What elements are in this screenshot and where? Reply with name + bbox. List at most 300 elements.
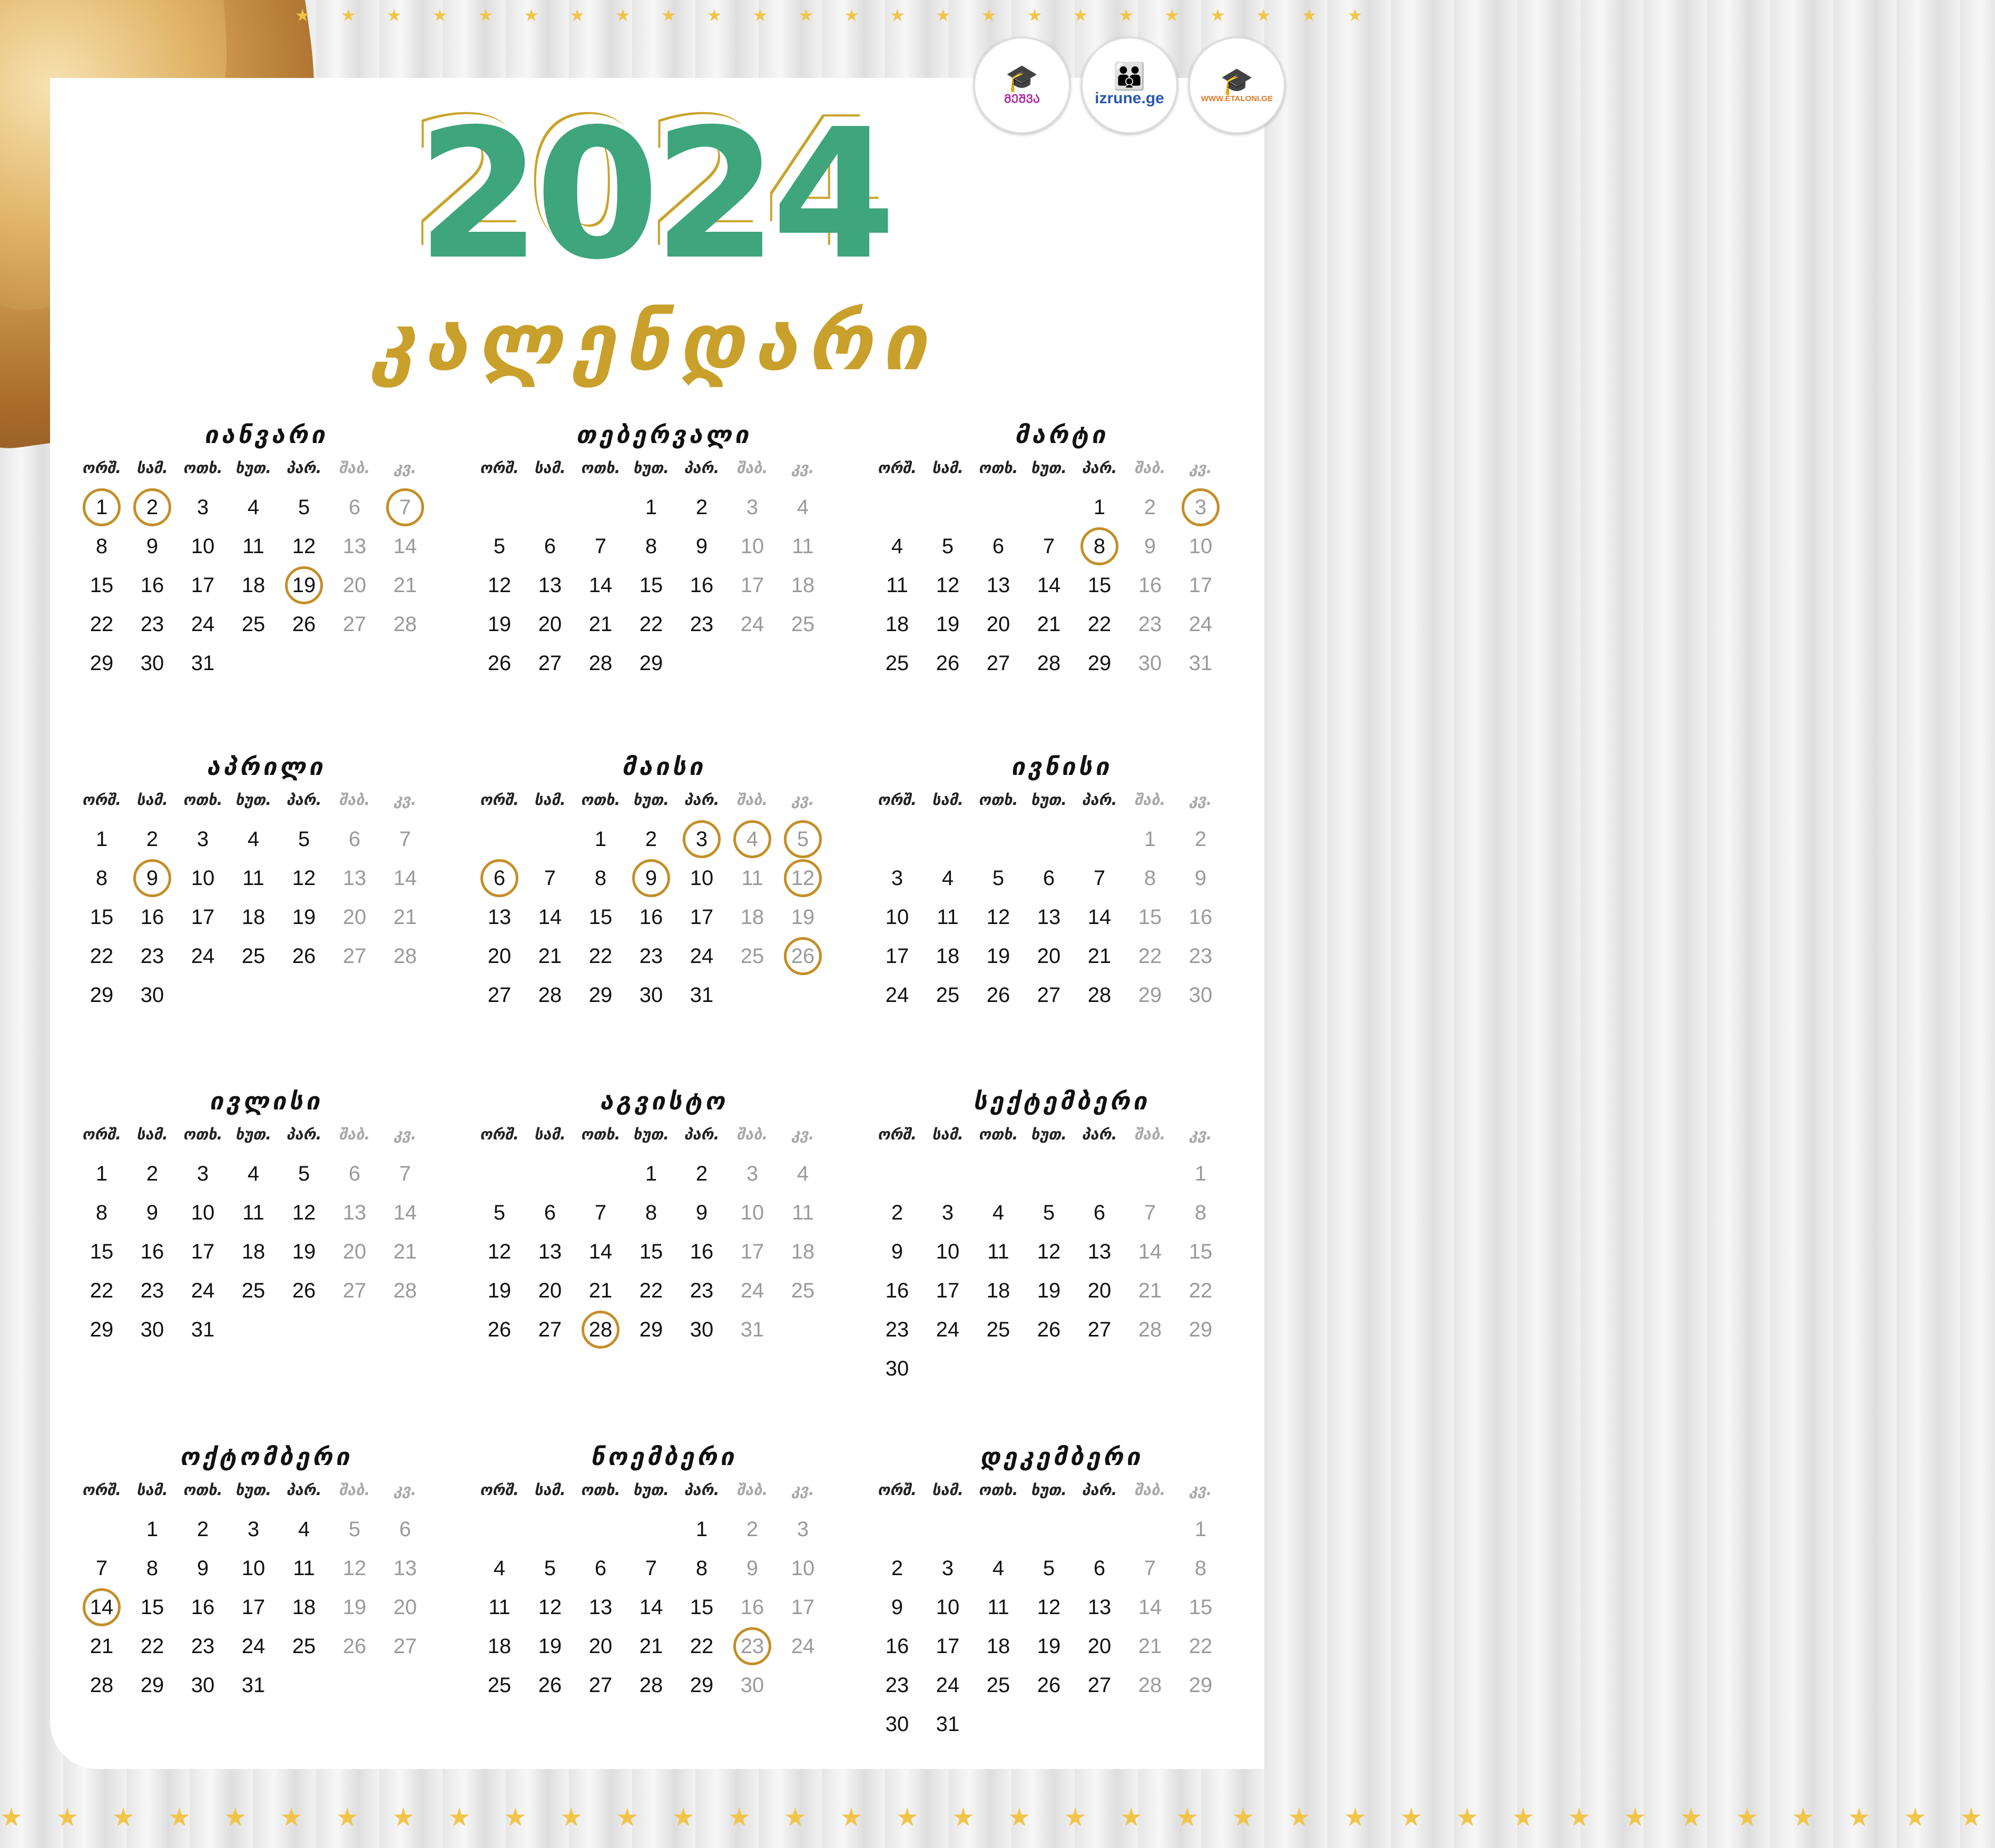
weekday-label: კვ.: [1189, 459, 1212, 477]
weekday-label: სამ.: [534, 1125, 566, 1143]
day-cell: 1: [1194, 1517, 1207, 1541]
day-cell: 1: [645, 1162, 657, 1185]
day-cell: 1: [146, 1517, 159, 1541]
day-cell: 21: [1138, 1634, 1162, 1658]
day-cell: 22: [690, 1634, 714, 1658]
day-cell: 2: [645, 827, 657, 851]
day-cell: 26: [986, 983, 1010, 1007]
day-cell: 18: [791, 1240, 815, 1263]
day-cell: 29: [90, 983, 114, 1007]
empty-cell: [525, 488, 575, 527]
weekday-label: ორშ.: [82, 791, 122, 809]
day-cell: 10: [241, 1556, 266, 1580]
day-cell: 27: [538, 1318, 562, 1341]
empty-cell: [973, 1154, 1024, 1193]
day-cell: 19: [1037, 1279, 1061, 1302]
graduation-cap-icon: 🎓: [1220, 66, 1254, 96]
day-cell: 6: [544, 1201, 556, 1224]
day-cell: 12: [292, 866, 316, 890]
day-grid: [474, 1510, 853, 1705]
day-cell: 24: [1188, 612, 1213, 636]
day-grid: [76, 488, 456, 683]
day-cell: 24: [936, 1318, 960, 1341]
day-cell: 30: [1188, 983, 1213, 1007]
weekday-label: კვ.: [1189, 1481, 1212, 1499]
day-cell: 14: [393, 866, 417, 890]
day-cell: 29: [639, 651, 663, 675]
day-cell: 27: [342, 1279, 367, 1302]
day-cell: 13: [1087, 1240, 1112, 1263]
month-block: [474, 1438, 853, 1705]
day-cell: 12: [342, 1556, 367, 1580]
day-cell: 8: [146, 1556, 159, 1580]
day-cell: 2: [695, 1162, 708, 1185]
day-cell: 4: [992, 1556, 1005, 1580]
day-cell: 4: [992, 1201, 1005, 1224]
day-cell: 11: [937, 905, 959, 929]
weekday-header: [76, 1119, 456, 1149]
month-name: იანვარი: [204, 420, 328, 449]
day-cell: 30: [1138, 651, 1162, 675]
day-cell: 12: [292, 534, 316, 558]
weekday-label: სამ.: [136, 1481, 168, 1499]
day-cell: 29: [1188, 1318, 1213, 1341]
weekday-label: ორშ.: [877, 1481, 917, 1499]
day-cell: 21: [90, 1634, 114, 1658]
day-cell: 13: [487, 905, 512, 929]
day-cell: 25: [936, 983, 960, 1007]
weekday-label: სამ.: [932, 791, 964, 809]
weekday-label: პარ.: [286, 459, 322, 477]
weekday-label: ხუთ.: [633, 1125, 670, 1143]
day-cell: 23: [885, 1318, 909, 1341]
day-cell: 27: [986, 651, 1010, 675]
day-cell: 20: [342, 905, 367, 929]
day-cell: 23: [140, 944, 164, 968]
day-cell: 3: [891, 866, 903, 890]
day-cell: 4: [941, 866, 954, 890]
empty-cell: [575, 488, 626, 527]
weekday-label: პარ.: [286, 1481, 322, 1499]
day-cell: 23: [1188, 944, 1213, 968]
holiday-day: 3: [1175, 488, 1226, 527]
day-cell: 24: [241, 1634, 266, 1658]
day-cell: 7: [95, 1556, 108, 1580]
month-name: ივლისი: [209, 1087, 323, 1115]
day-cell: 20: [487, 944, 512, 968]
empty-cell: [872, 1154, 922, 1193]
weekday-header: [474, 1119, 853, 1149]
day-cell: 24: [885, 983, 909, 1007]
day-cell: 21: [1037, 612, 1061, 636]
day-cell: 24: [191, 944, 215, 968]
day-cell: 3: [941, 1201, 954, 1224]
day-cell: 26: [487, 1318, 512, 1341]
empty-cell: [872, 488, 922, 527]
month-name: სექტემბერი: [973, 1087, 1150, 1115]
weekday-header: [872, 785, 1251, 814]
holiday-day: 28: [575, 1310, 626, 1349]
weekday-label: ოთხ.: [978, 459, 1018, 477]
day-cell: 18: [241, 905, 266, 929]
day-cell: 3: [196, 495, 209, 519]
day-cell: 14: [1138, 1240, 1162, 1263]
weekday-label: პარ.: [1082, 1125, 1117, 1143]
day-cell: 6: [348, 1162, 361, 1185]
empty-cell: [525, 1154, 575, 1193]
empty-cell: [1024, 1154, 1074, 1193]
day-cell: 20: [986, 612, 1010, 636]
holiday-day: 5: [778, 820, 828, 859]
day-cell: 31: [191, 651, 215, 675]
day-cell: 21: [588, 1279, 613, 1302]
day-cell: 5: [493, 534, 506, 558]
day-cell: 17: [1188, 573, 1213, 597]
day-cell: 19: [936, 612, 960, 636]
month-name: ნოემბერი: [591, 1442, 737, 1471]
day-cell: 22: [90, 944, 114, 968]
weekday-label: ხუთ.: [235, 791, 272, 809]
day-cell: 7: [645, 1556, 657, 1580]
weekday-label: კვ.: [791, 1481, 814, 1499]
weekday-label: ხუთ.: [633, 791, 670, 809]
day-cell: 28: [393, 1279, 417, 1302]
day-cell: 26: [292, 944, 316, 968]
day-cell: 10: [191, 534, 215, 558]
day-cell: 14: [538, 905, 562, 929]
day-cell: 24: [191, 1279, 215, 1302]
day-cell: 15: [90, 573, 114, 597]
day-cell: 15: [1188, 1595, 1213, 1619]
day-cell: 8: [95, 866, 108, 890]
weekday-label: სამ.: [534, 791, 566, 809]
day-cell: 1: [95, 827, 108, 851]
empty-cell: [575, 1154, 626, 1193]
month-block: [76, 748, 456, 1015]
day-cell: 1: [594, 827, 607, 851]
day-cell: 18: [740, 905, 764, 929]
weekday-label: შაბ.: [339, 1125, 370, 1143]
weekday-label: ხუთ.: [235, 459, 272, 477]
empty-cell: [525, 1510, 575, 1549]
day-cell: 5: [298, 495, 310, 519]
day-cell: 20: [1037, 944, 1061, 968]
day-cell: 28: [1087, 983, 1112, 1007]
day-cell: 30: [191, 1673, 215, 1697]
weekday-label: შაბ.: [736, 1481, 768, 1499]
day-cell: 31: [241, 1673, 266, 1697]
month-block: [872, 1083, 1251, 1388]
day-cell: 26: [292, 1279, 316, 1302]
empty-cell: [973, 488, 1024, 527]
day-cell: 8: [95, 534, 108, 558]
day-cell: 14: [1087, 905, 1112, 929]
day-cell: 13: [1037, 905, 1061, 929]
holiday-day: 19: [279, 566, 329, 605]
day-cell: 5: [992, 866, 1005, 890]
day-cell: 17: [740, 1240, 764, 1263]
day-cell: 8: [695, 1556, 708, 1580]
day-cell: 31: [191, 1318, 215, 1341]
day-cell: 22: [1087, 612, 1112, 636]
day-cell: 2: [695, 495, 708, 519]
weekday-label: ოთხ.: [978, 791, 1018, 809]
day-cell: 10: [740, 534, 764, 558]
day-cell: 2: [891, 1556, 903, 1580]
empty-cell: [872, 820, 922, 859]
day-cell: 22: [140, 1634, 164, 1658]
day-cell: 15: [639, 573, 663, 597]
year-title: 2024: [416, 91, 890, 299]
day-cell: 11: [242, 1201, 264, 1224]
weekday-label: სამ.: [932, 1481, 964, 1499]
day-cell: 17: [791, 1595, 815, 1619]
weekday-label: შაბ.: [736, 459, 768, 477]
day-cell: 2: [196, 1517, 209, 1541]
logo-cap-1-text: ᲛᲔᲨᲕᲐ: [1004, 92, 1040, 105]
holiday-day: 7: [380, 488, 430, 527]
empty-cell: [474, 1510, 525, 1549]
day-cell: 5: [493, 1201, 506, 1224]
day-cell: 28: [393, 612, 417, 636]
day-cell: 29: [1188, 1673, 1213, 1697]
weekday-label: ხუთ.: [633, 459, 670, 477]
weekday-label: შაბ.: [339, 459, 370, 477]
day-cell: 29: [90, 651, 114, 675]
day-cell: 11: [242, 866, 264, 890]
holiday-day: 3: [676, 820, 727, 859]
day-cell: 16: [885, 1634, 909, 1658]
day-cell: 15: [1087, 573, 1112, 597]
day-cell: 26: [1037, 1318, 1061, 1341]
empty-cell: [922, 1154, 973, 1193]
day-cell: 22: [588, 944, 613, 968]
weekday-label: ოთხ.: [183, 1481, 223, 1499]
weekday-label: კვ.: [1189, 791, 1212, 809]
day-cell: 10: [191, 1201, 215, 1224]
day-cell: 18: [241, 573, 266, 597]
day-cell: 26: [342, 1634, 367, 1658]
day-cell: 31: [740, 1318, 764, 1341]
day-cell: 18: [986, 1634, 1010, 1658]
day-cell: 7: [594, 1201, 607, 1224]
day-cell: 25: [292, 1634, 316, 1658]
holiday-day: 12: [778, 859, 828, 898]
day-cell: 2: [1144, 495, 1156, 519]
day-cell: 7: [594, 534, 607, 558]
day-cell: 21: [1138, 1279, 1162, 1302]
weekday-label: შაბ.: [339, 1481, 370, 1499]
day-cell: 18: [241, 1240, 266, 1263]
day-cell: 30: [885, 1356, 909, 1380]
day-cell: 25: [241, 944, 266, 968]
day-cell: 26: [487, 651, 512, 675]
day-cell: 7: [1144, 1556, 1156, 1580]
day-cell: 16: [690, 573, 714, 597]
empty-cell: [872, 1510, 922, 1549]
month-name: ოქტომბერი: [180, 1442, 352, 1471]
day-cell: 7: [399, 827, 411, 851]
weekday-label: ხუთ.: [1030, 459, 1067, 477]
weekday-label: კვ.: [791, 1125, 814, 1143]
day-cell: 6: [348, 495, 361, 519]
weekday-label: სამ.: [136, 791, 168, 809]
day-cell: 20: [1087, 1279, 1112, 1302]
day-cell: 25: [791, 1279, 815, 1302]
day-cell: 18: [885, 612, 909, 636]
day-cell: 14: [588, 1240, 613, 1263]
day-cell: 4: [891, 534, 903, 558]
day-cell: 24: [791, 1634, 815, 1658]
day-cell: 26: [292, 612, 316, 636]
day-cell: 24: [740, 612, 764, 636]
day-cell: 7: [399, 1162, 411, 1185]
day-cell: 23: [639, 944, 663, 968]
day-cell: 19: [292, 1240, 316, 1263]
weekday-header: [872, 453, 1251, 483]
day-cell: 8: [1144, 866, 1156, 890]
day-cell: 21: [588, 612, 613, 636]
day-cell: 20: [538, 612, 562, 636]
weekday-label: სამ.: [534, 1481, 566, 1499]
day-cell: 1: [1194, 1162, 1207, 1185]
day-cell: 16: [140, 1240, 164, 1263]
day-cell: 13: [986, 573, 1010, 597]
day-cell: 23: [690, 1279, 714, 1302]
day-cell: 5: [941, 534, 954, 558]
day-cell: 1: [95, 1162, 108, 1185]
day-cell: 27: [1087, 1673, 1112, 1697]
day-cell: 27: [1087, 1318, 1112, 1341]
day-grid: [474, 820, 853, 1015]
day-cell: 23: [690, 612, 714, 636]
empty-cell: [922, 1510, 973, 1549]
day-cell: 11: [886, 573, 908, 597]
day-cell: 5: [298, 1162, 310, 1185]
day-cell: 2: [146, 1162, 159, 1185]
day-cell: 9: [695, 1201, 708, 1224]
day-cell: 13: [342, 866, 367, 890]
day-cell: 15: [90, 905, 114, 929]
day-cell: 12: [1037, 1595, 1061, 1619]
day-cell: 1: [1144, 827, 1156, 851]
day-cell: 8: [645, 534, 657, 558]
weekday-label: პარ.: [684, 459, 720, 477]
day-cell: 11: [741, 866, 763, 890]
day-cell: 4: [797, 495, 809, 519]
day-cell: 15: [140, 1595, 164, 1619]
day-cell: 25: [986, 1318, 1010, 1341]
weekday-label: შაბ.: [339, 791, 370, 809]
weekday-label: შაბ.: [1134, 791, 1166, 809]
day-cell: 12: [487, 573, 512, 597]
day-cell: 13: [393, 1556, 417, 1580]
weekday-label: ხუთ.: [1030, 1125, 1067, 1143]
day-cell: 15: [1138, 905, 1162, 929]
day-cell: 13: [538, 1240, 562, 1263]
day-cell: 25: [791, 612, 815, 636]
weekday-label: ორშ.: [877, 459, 917, 477]
day-cell: 26: [538, 1673, 562, 1697]
day-cell: 8: [594, 866, 607, 890]
day-cell: 7: [1093, 866, 1106, 890]
day-cell: 19: [487, 1279, 512, 1302]
day-cell: 30: [140, 983, 164, 1007]
day-cell: 24: [936, 1673, 960, 1697]
day-cell: 10: [885, 905, 909, 929]
day-cell: 11: [987, 1595, 1009, 1619]
weekday-header: [76, 453, 456, 483]
day-cell: 30: [639, 983, 663, 1007]
day-cell: 30: [740, 1673, 764, 1697]
month-block: [872, 1438, 1251, 1744]
day-grid: [474, 488, 853, 683]
day-cell: 22: [90, 1279, 114, 1302]
holiday-day: 6: [474, 859, 525, 898]
weekday-label: ოთხ.: [978, 1481, 1018, 1499]
day-cell: 25: [487, 1673, 512, 1697]
day-cell: 3: [941, 1556, 954, 1580]
people-icon: 👪: [1113, 62, 1146, 91]
day-cell: 8: [1194, 1556, 1207, 1580]
day-cell: 23: [140, 1279, 164, 1302]
day-cell: 14: [1138, 1595, 1162, 1619]
day-cell: 30: [140, 1318, 164, 1341]
month-name: მარტი: [1015, 420, 1108, 449]
day-cell: 1: [695, 1517, 708, 1541]
weekday-label: კვ.: [791, 459, 814, 477]
day-cell: 3: [746, 1162, 759, 1185]
empty-cell: [474, 1154, 525, 1193]
day-cell: 22: [90, 612, 114, 636]
day-cell: 27: [588, 1673, 613, 1697]
day-cell: 7: [1043, 534, 1055, 558]
day-cell: 1: [645, 495, 657, 519]
month-block: [872, 748, 1251, 1015]
day-cell: 19: [292, 905, 316, 929]
day-cell: 18: [487, 1634, 512, 1658]
day-grid: [872, 820, 1251, 1015]
day-cell: 13: [1087, 1595, 1112, 1619]
day-cell: 12: [538, 1595, 562, 1619]
day-cell: 28: [90, 1673, 114, 1697]
weekday-label: სამ.: [932, 1125, 964, 1143]
day-cell: 16: [140, 905, 164, 929]
day-cell: 28: [1138, 1318, 1162, 1341]
day-cell: 27: [342, 612, 367, 636]
month-block: [76, 416, 456, 683]
day-cell: 20: [342, 573, 367, 597]
day-cell: 28: [538, 983, 562, 1007]
weekday-label: შაბ.: [1134, 459, 1166, 477]
day-cell: 21: [639, 1634, 663, 1658]
weekday-label: პარ.: [1082, 1481, 1117, 1499]
day-cell: 27: [487, 983, 512, 1007]
day-cell: 1: [1093, 495, 1106, 519]
weekday-label: პარ.: [1082, 791, 1117, 809]
day-cell: 6: [992, 534, 1005, 558]
weekday-label: პარ.: [684, 1481, 720, 1499]
weekday-label: ხუთ.: [235, 1481, 272, 1499]
day-cell: 6: [1093, 1556, 1106, 1580]
day-cell: 29: [90, 1318, 114, 1341]
weekday-label: სამ.: [136, 1125, 168, 1143]
day-cell: 22: [639, 1279, 663, 1302]
day-cell: 3: [247, 1517, 260, 1541]
day-cell: 12: [292, 1201, 316, 1224]
empty-cell: [626, 1510, 676, 1549]
empty-cell: [1074, 820, 1125, 859]
